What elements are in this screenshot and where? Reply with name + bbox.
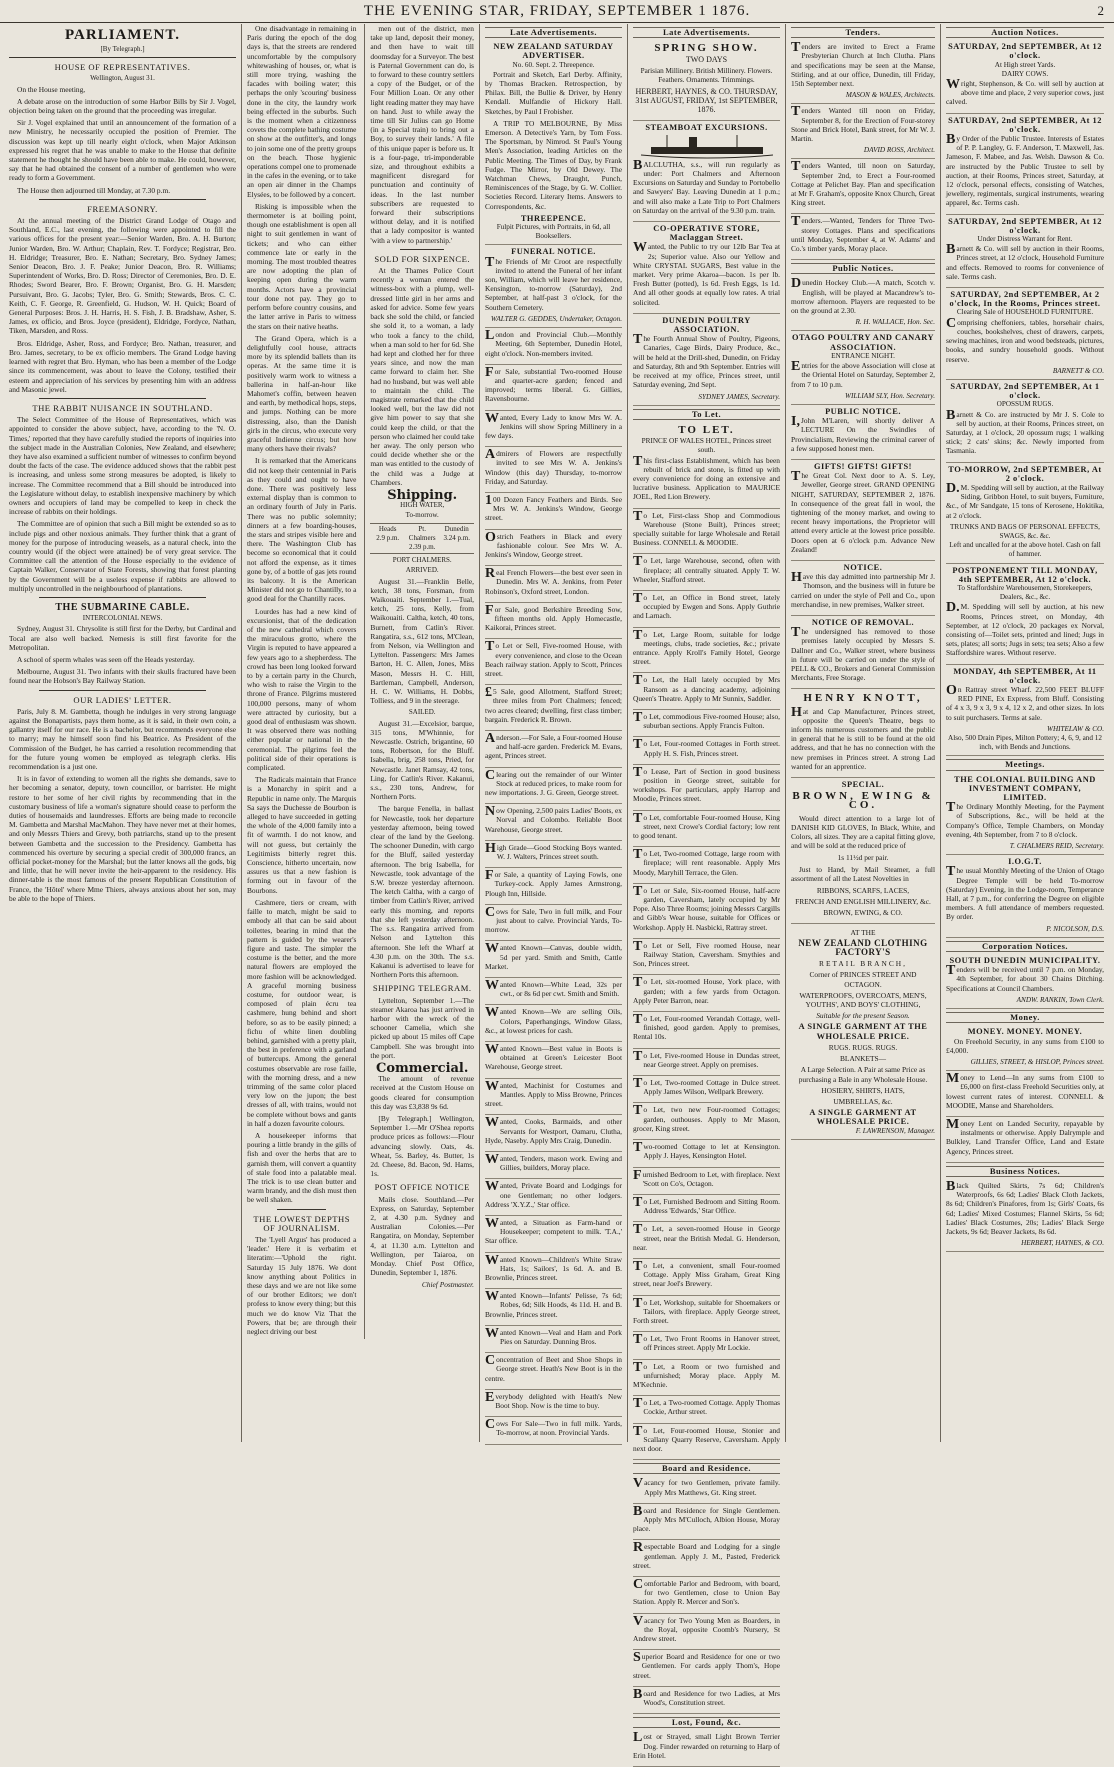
board-ad: Respectable Board and Lodging for a single gentleman. Apply J. M., Pasted, Frederick street. [633, 1540, 780, 1577]
small-ad: Ostrich Feathers in Black and every fashionable colour. See Mrs W. A. Jenkins's Window, George street. [485, 530, 622, 567]
small-ad: Wanted, Tenders, mason work. Ewing and Gillies, builders, Moray place. [485, 1152, 622, 1179]
divider [39, 199, 206, 200]
hotel-to-let-ad: TO LET. PRINCE OF WALES HOTEL, Princes street south. This first-class Establishment, which has been rebuilt of brick and stone, is fitted up with every convenience for doing an extensive and lucrative business. Application to MAURICE JOEL, Red Lion Brewery. [633, 422, 780, 509]
section-heading: Money. [946, 1012, 1104, 1023]
small-ad: Now Opening, 2,500 pairs Ladies' Boots, ex Norval and Colombo. Reliable Boot Warehouse, George street. [485, 804, 622, 841]
board-ad: Vacancy for two Gentlemen, private family. Apply Mrs Matthews, Gt. King street. [633, 1476, 780, 1503]
clothing-factory-ad: AT THE NEW ZEALAND CLOTHING FACTORY'S RETAIL BRANCH, Corner of PRINCES STREET AND OCTAGON. WATERPROOFS, OVERCOATS, MEN'S, YOUTHS', AND BOYS' CLOTHING, Suitable for the present Season. A SINGLE GARMENT AT THE WHOLESALE PRICE. RUGS. RUGS. RUGS. BLANKETS— A Large Selection. A Pair at same Price as purchasing a Bale in any Wholesale House. HOSIERY, SHIRTS, HATS, UMBRELLAS, &c. A SINGLE GARMENT AT WHOLESALE PRICE. F. LAWRENSON, Manager. [791, 924, 935, 1140]
article-paragraph: Sir J. Vogel explained that until an announcement of the formation of a new Ministry, he necessarily occupied the position of Premier. The discussion was kept up till nearly eight o'clock, when Major Atkinson expressed his regret that he was unable to make to the House that definite statement he thought he should have been able to make. He could, however, say that he had obtained the consent of a number of gentlemen who were ready to form a Government. [9, 118, 236, 183]
to-let-ad: To Let, Large Room, suitable for lodge meetings, clubs, trade societies, &c.; private entrance. Apply Kroll's Family Hotel, George street. [633, 628, 780, 674]
masthead [0, 0, 1114, 23]
tide-table [370, 523, 474, 555]
board-ad: Vacancy for Two Young Men as Boarders, in the Royal, opposite Coomb's Nursery, St Andrew street. [633, 1614, 780, 1651]
to-let-ad: To Let, Two-roomed Cottage in Dulce street. Apply James Wilson, Wellpark Brewery. [633, 1076, 780, 1103]
small-ad: High Grade—Good Stocking Boys wanted. W. J. Walters, Princes street south. [485, 841, 622, 868]
to-let-ad: Furnished Bedroom to Let, with fireplace. Next 'Scott on Co's, Octagon. [633, 1168, 780, 1195]
canary-association-notice: OTAGO POULTRY AND CANARY ASSOCIATION. ENTRANCE NIGHT. Entries for the above Association will close at the Oriental Hotel on Saturday, September 2, from 7 to 10 p.m. WILLIAM SLY, Hon. Secretary. [791, 331, 935, 404]
section-heading: Public Notices. [791, 263, 935, 274]
article-paragraph: Cashmere, tiers or cream, with faille to match, might be said to embody all that can be said about toilettes, bearing in mind that the pattern is guided by the wearer's figure and taste. The simpler the costume is the better, and the more natural flowers are employed the more fashion will be acknowledged. A graceful morning business costume, for outdoor wear, is composed of plain écru tea cashmere, hung behind and short before, so as to be easily pinned; a fichu of white linen doubling behind, garnished with a pretty plait, the best in preference with a garland of buttercups. Among the general costumes observable are rose faille, with the morning dress, and a new trimming of the same color placed very low on the jupon; the best dresses of all, with trains, would not be complete without bows and gants in half a dozen favourite colours. [247, 897, 357, 1128]
section-heading: Tenders. [791, 27, 935, 38]
steamship-icon [637, 133, 777, 159]
article-paragraph: A school of sperm whales was seen off the Heads yesterday. [17, 654, 195, 664]
small-ad: Wanted Known—We are selling Oils, Colors, Paperhangings, Window Glass, &c., at lowest prices for cash. [485, 1005, 622, 1042]
page-number: 2 [1097, 3, 1104, 18]
excursion-ad: STEAMBOAT EXCURSIONS. BALCLUTHA, s.s., will run regularly as under: Port Chalmers and Afternoon Excursions on Saturday and Sunday to Portobello and Sawyers' Bay. Leaving Dunedin at 1 p.m.; and will also make a Late Trip to Port Chalmers on Saturday on the arrival of the 9.30 p.m. train. [633, 121, 780, 222]
board-ad: Board and Residence for two Ladies, at Mrs Wood's, Constitution street. [633, 1687, 780, 1714]
article-paragraph: It is remarked that the Americans did not keep their centennial in Paris as they could and ought to have done. There was positively less external display than is common to an ordinary fourth of July in Paris. There was no public solemnity; dinners at a few boarding-houses, the stars and stripes visible here and there. The Washington Club has become so economical that it could not afford the expense, as it times gone by, of a bottle of gas jets round its balcony. It is the American Minister did not go to Chantilly, to a good deal for the Chantilly races. [247, 456, 357, 604]
article-paragraph: On the House meeting, [17, 84, 86, 94]
divider [39, 398, 206, 399]
small-ad: Clearing out the remainder of our Winter Stock at reduced prices, to make room for new importations. J. G. Green, George street. [485, 768, 622, 805]
small-ad: Wanted, a Situation as Farm-hand or Housekeeper; competent to milk. 'T.A.,' Star office. [485, 1216, 622, 1253]
corporation-notice: SOUTH DUNEDIN MUNICIPALITY. Tenders will be received until 7 p.m. on Monday, 4th September, for about 30 Chains Ditching. Specifications at Council Chambers. ANDW. RANKIN, Town Clerk. [946, 954, 1104, 1009]
brown-ewing-ad: SPECIAL. BROWN, EWING & CO. Would direct attention to a large lot of DANISH KID GLOVES, In Black, White, and Colors, all sizes. They are a capital fitting glove, and will be sold at the reduced price of 1s 11½d per pair. Just to Hand, by Mail Steamer, a full assortment of all the Latest Novelties in RIBBONS, SCARFS, LACES, FRENCH AND ENGLISH MILLINERY, &c. BROWN, EWING, & CO. [791, 778, 935, 924]
commercial-heading: Commercial. [376, 1060, 469, 1076]
money-ad: MONEY. MONEY. MONEY. On Freehold Security, in any sums from £100 to £4,000. GILLIES, STREET, & HISLOP, Princes street. [946, 1025, 1104, 1071]
section-heading: Auction Notices. [946, 27, 1104, 38]
newspaper-columns [4, 24, 1110, 1760]
section-heading: Board and Residence. [633, 1463, 780, 1474]
column-2-split [247, 24, 474, 1339]
small-ad: Admirers of Flowers are respectfully invited to see Mrs W. A. Jenkins's Window (this day) Thursday, to-morrow Friday, and Saturday. [485, 447, 622, 493]
small-ad: Anderson.—For Sale, a Four-roomed House and half-acre garden. Frederick M. Evans, agent, Princes street. [485, 731, 622, 768]
small-ad: Wanted Known—Canvas, double width, 5d per yard. Smith and Smith, Cattle Market. [485, 941, 622, 978]
partnership-notice: NOTICE. Have this day admitted into partnership Mr J. Thomson, and the business will in future be carried on under the style of Pell and Co., upon merchandise, in new premises, Walker street. [791, 561, 935, 616]
column-2 [242, 24, 480, 1442]
cable-subheading: INTERCOLONIAL NEWS. [82, 614, 163, 623]
column-2-left [247, 24, 356, 1339]
auction-ad: MONDAY, 4th SEPTEMBER, At 11 o'clock. On Rattray street Wharf. 22,500 FEET BLUFF RED PINE, Ex Express, from Bluff. Consisting of 4 x 3, 9 x 3, 9 x 4, 12 x 2, and other sizes. In lots to suit purchasers. Terms at sale. WHITELAW & CO. Also, 500 Drain Pipes, Milton Pottery; 4, 6, 9, and 12 inch, with Bends and Junctions. [946, 665, 1104, 757]
auction-ad: SATURDAY, 2nd SEPTEMBER, At 1 o'clock. OPOSSUM RUGS. Barnett & Co. are instructed by Mr J. S. Cole to sell by auction, at their Rooms, Princes street, on Saturday, at 1 o'clock, 20 opossum rugs; 1 walking stick; 2 cats' skins; &c. Newly imported from Tasmania. [946, 380, 1104, 463]
tide-dunedin: Dunedin 3.24 p.m. [443, 524, 470, 542]
article-paragraph: The Select Committee of the House of Representatives, which was appointed to consider the above subject, have, according to the 'N. O. Times,' reported that they have carefully studied the reports of inquiries into the subject made in the Australian Colonies, New Zealand, and elsewhere; they have also examined a sufficient number of witnesses to confirm beyond doubt the facts of the case. The evidence adduced shows that the rabbit pest is increasing, and unless some strong measures be adopted, is likely to increase. The Committee recommend that a Bill should be introduced into the Legislature without delay, to establish inexpensive machinery by which owners and occupiers of land may be compelled to keep in check the increase of rabbits on their holdings. [9, 415, 236, 517]
to-let-ad: To Lease, Part of Section in good business position in George street, suitable for workshops. For particulars, apply Harrop and Moodie, Princes street. [633, 765, 780, 811]
section-heading: Business Notices. [946, 1166, 1104, 1177]
auction-ad: SATURDAY, 2nd SEPTEMBER, At 12 o'clock. At High street Yards. DAIRY COWS. Wright, Stephenson, & Co. will sell by auction at above time and place, 2 very superior cows, just calved. [946, 40, 1104, 113]
article-paragraph: Paris, July 8. M. Gambetta, though he indulges in very strong language against the Bonapartists, pays them home, as it is said, in their own coin, a gallantry itself for our race. He is a bachelor, but recommends everyone else to marry; may he himself soon find his Beatrice. As President of the Commission of the Budget, he has carried a resolution recommending that for the future young women be employed as telegraph clerks. His recommendation is a just one. [9, 706, 236, 772]
to-let-ad: To Let, large Warehouse, second, often with fireplace; all centrally situated. Apply T. W. Wheeler, Stafford street. [633, 554, 780, 591]
to-let-ad: To Let, Workshop, suitable for Shoemakers or Tailors, with fireplace. Apply George street, Forth street. [633, 1296, 780, 1333]
to-let-ad: To Let, Four-roomed House, Stonier and Scallany Quarry Reserve, Caversham. Apply next door. [633, 1424, 780, 1461]
small-ad: To Let or Sell, Five-roomed House, with every convenience, and close to the Ocean Beach railway station. Apply to Scott, Princes street. [485, 639, 622, 685]
arrived-heading: ARRIVED. [405, 566, 439, 575]
small-ad: Wanted, Machinist for Costumes and Mantles. Apply to Miss Browne, Princes street. [485, 1079, 622, 1116]
section-heading: Corporation Notices. [946, 941, 1104, 952]
small-ad: Wanted, Cooks, Barmaids, and other Servants for Westport, Oamaru, Clutha, Hyde, Naseby. Apply Mrs Craig, Dunedin. [485, 1115, 622, 1152]
auction-ad: SATURDAY, 2nd SEPTEMBER, At 2 o'clock, In the Rooms, Princes street. Clearing Sale of HOUSEHOLD FURNITURE. Comprising cheffoniers, tables, horsehair chairs, couches, bookshelves, chest of drawers, carpets, sewing machines, iron and wood bedsteads, pictures, books, and sundry household goods. Without reserve. BARNETT & CO. [946, 288, 1104, 380]
rabbit-heading: THE RABBIT NUISANCE IN SOUTHLAND. [32, 402, 213, 413]
section-heading: To Let. [633, 409, 780, 420]
journalism-heading: THE LOWEST DEPTHS OF JOURNALISM. [253, 1213, 351, 1233]
article-paragraph: Lourdes has had a new kind of excursionist, that of the dedication of the new cathedral which covers the miraculous grotto, where the Virgin is reputed to have appeared a few years ago to a shepherdess. The crowd has been long looked forward to by a certain party in the Church, who wish to raise the Virgin to the throne of France. Pilgrims mustered 100,000 persons, many of whom were attracted by curiosity, but a good deal of enthusiasm was shown. It was observed there was nothing either popular or national in the ceremonial. The pilgrims feel the political side of their operations is complicated. [247, 606, 357, 773]
small-ad: London and Provincial Club.—Monthly Meeting, 6th September, Dunedin Hotel, eight o'clock. Non-members invited. [485, 328, 622, 365]
auction-ad: SATURDAY, 2nd SEPTEMBER, At 12 o'clock. By Order of the Public Trustee. Interests of Estates of P. P. Langley, G. F. Anderson, T. Maxwell, Jas. Jameson, F. Mabee, and Jas. Welsh. Dawson & Co. are instructed by the Public Trustee to sell by auction, at their Rooms, Princes street, Saturday, at 12 o'clock, personal effects, consisting of Watches, jewellery, regimentals, surgical instruments, wearing apparel, &c. Terms cash. [946, 114, 1104, 215]
to-let-ad: Two-roomed Cottage to let at Kensington. Apply J. Hayes, Kensington Hotel. [633, 1140, 780, 1167]
column-3 [480, 24, 628, 1442]
cable-heading: THE SUBMARINE CABLE. [55, 601, 190, 613]
to-let-ad: To Let, Four-roomed Cottages in Forth street. Apply H. S. Fish, Princes street. [633, 737, 780, 764]
removal-notice: NOTICE OF REMOVAL. The undersigned has removed to those premises lately occupied by Messrs S. Dallner and Co., Walker street, where business in future will be carried on under the style of PELL & CO., Brokers and General Commission Merchants, Free Storage. [791, 616, 935, 689]
small-ad: 100 Dozen Fancy Feathers and Birds. See Mrs W. A. Jenkins's Window, George street. [485, 493, 622, 530]
article-paragraph: Sydney, August 31. Chrysolite is still first for the Derby, but Cardinal and Tocal are also well backed. Nemesis is still first favorite for the Metropolitan. [9, 624, 236, 652]
board-ad: Comfortable Parlor and Bedroom, with board, for two Gentlemen, close to Union Bay Station. Apply R. Mercer and Son's. [633, 1577, 780, 1614]
hockey-club-notice: Dunedin Hockey Club.—A match, Scotch v. English, will be played at Macandrew's to-morrow afternoon. Players are requested to be on the ground at 2.30. R. H. WALLACE, Hon. Sec. [791, 276, 935, 331]
auction-ad: SATURDAY, 2nd SEPTEMBER, At 12 o'clock. Under Distress Warrant for Rent. Barnett & Co. will sell by auction in their Rooms, Princes street, at 12 o'clock, Household Furniture and effects. Removed to rooms for convenience of sale. Terms cash. [946, 215, 1104, 288]
small-ad: Wanted Known—Best value in Boots is obtained at Green's Leicester Boot Warehouse, George street. [485, 1042, 622, 1079]
article-paragraph: At the annual meeting of the District Grand Lodge of Otago and Southland, E.C., last evening, the following were appointed to fill the various offices for the present year:—Senior Warden, Bro. A. H. Burton; Junior Warden, Bro. W. Arthur; Chaplain, Rev. T. Fordyce; Registrar, Bro. H. Eldridge; Treasurer, Bro. E. Nathan; Secretary, Bro. Sydney James; Senior Deacon, Bro. J. F. Peake; Junior Deacon, Bro. R. Williams; Superintendent of Works, Bro. D. Ross; Director of Ceremonies, Bro. D. E. Rhodes; Sword Bearer, Bro. F. Brown; Organist, Bro. G. H. Marsden; Pursuivant, Bro. G. Jacobs; Tyler, Bro. G. Smith; Stewards, Bros. C. C. Keith, C. F. George, R. Greenfield, G. Hudson, W. H. Quick; Board of General Purposes: Bros. J. H. Harris, H. S. Fish, J. B. Bradshaw, Asher, S. James, ex officio, and Bros. Joyce (president), Eldridge, Fordyce, Nathan, Tiken, Marsden, and Ross. [9, 216, 236, 336]
coop-store-ad: CO-OPERATIVE STORE, Maclaggan Street. Wanted, the Public to try our 12lb Bar Tea at 2s; Superior value. Also our Yellow and White CRYSTAL SUGARS, Best value in the market. Very prime Akaroa—bacon. 1s per lb. Fresh Butter (potted), 1s 6d. Fresh Eggs, 1s 1d. And all other goods at equally low rates. A trial solicited. [633, 222, 780, 314]
article-paragraph: The 'Lyell Argus' has produced a 'leader.' Here it is verbatim et literatim:—'Uphold the right. Saturday 15 July 1876. We dont know anything about Politics in these days and we are not like some of our brother Editors; we don't profess to know every thing; but this much we do know Viz That the Powers, that be; are through their neglect driving our best [247, 1235, 357, 1337]
business-notice: Black Quilted Skirts, 7s 6d; Children's Waterproofs, 6s 6d; Ladies' Black Cloth Jackets, 8s 6d; Children's Pinafores, from 1s; Girls' Coats, 6s 6d; Ladies' Mixed Costumes; Flannel Skirts, 5s 6d; Ladies' Black Costumes, 20s; Ladies' Black Serge Jackets, 9s 6d; Beaver Jackets, 8s 6d. HERBERT, HAYNES, & CO. [946, 1179, 1104, 1252]
to-let-ad: To Let, a convenient, small Four-roomed Cottage. Apply Miss Graham, Great King street, near Joel's Brewery. [633, 1259, 780, 1296]
to-let-ad: To Let, Two Front Rooms in Hanover street, off Princes street. Apply Mr Lockie. [633, 1332, 780, 1359]
tide-heads: Heads 2.9 p.m. [376, 524, 400, 542]
article-paragraph: One disadvantage in remaining in Paris during the epoch of the dog days is, that the streets are rendered uncomfortable by the compulsory whitewashing of houses, or, what is still more trying, washing the facades with boiling water; this perhaps the only 'scouring' business done in the city, the laundry work being effected in the suburbs. Such is the moment when a citizenness covets the complete bathing costume on show at the outfitter's, and longs to join some one of the pretty groups on the beach. Those hygienic operations compel one to promenade in the cafes in the evening, or to take an open air dinner in the Champs Elysées, to be followed by a concert. [247, 24, 357, 199]
to-let-ad: To Let or Sale, Six-roomed House, half-acre garden, Caversham, lately occupied by Mr Pope. Also Three Rooms; joining Messrs Cargills and Gibb's Wear house, suitable for Offices or Workshop. Apply H. Nasbicki, Rattray street. [633, 884, 780, 939]
money-ad: Money Lent on Landed Security, repayable by instalments or otherwise. Apply Dalrymple and Bulkley, Land Transfer Office, Land and Estate Agency, Princes street. [946, 1117, 1104, 1163]
small-ad: Concentration of Beet and Shoe Shops in George street. Heath's New Boot is in the centre. [485, 1353, 622, 1390]
section-heading: Late Advertisements. [633, 27, 780, 38]
small-ad: £5 Sale, good Allotment, Stafford Street; three miles from Port Chalmers; fenced; two acres cleared; dwelling, first class timber; bargain. Frederick R. Brown. [485, 685, 622, 731]
ladies-letter-heading: OUR LADIES' LETTER. [73, 694, 172, 705]
article-paragraph: Mails close. Southland.—Per Express, on Saturday, September 2, at 4.30 p.m. Sydney and Australian Colonies.—Per Rangatira, on Monday, September 4, at 11.30 a.m. Lyttelton and Wellington, per Taiaroa, on Monday. Chief Post Office, Dunedin, September 1, 1876. [370, 1194, 474, 1278]
article-paragraph: The House then adjourned till Monday, at 7.30 p.m. [17, 185, 171, 195]
section-heading: Late Advertisements. [485, 27, 622, 38]
telegram-heading: SHIPPING TELEGRAM. [372, 983, 472, 994]
house-dateline: Wellington, August 31. [90, 74, 155, 83]
board-ad: Superior Board and Residence for one or two Gentlemen. For cards apply Thom's, Hope street. [633, 1650, 780, 1687]
column-2-right [364, 24, 474, 1339]
tender-ad: Tenders Wanted till noon on Friday, September 8, for the Erection of Four-storey Stone and Brick Hotel, Bank street, for Mr W. J. Martin. DAVID ROSS, Architect. [791, 104, 935, 159]
to-let-ad: To Let, Two-roomed Cottage, large room with fireplace; will rent reasonable. Apply Mrs Moody, Maryhill Terrace, the Glen. [633, 847, 780, 884]
article-paragraph: Lyttelton, September 1.—The steamer Akaroa has just arrived in harbor with the wreck of the schooner Camelia, which she picked up about 15 miles off Cape Campbell. She was brought into the port. [370, 995, 474, 1060]
column-1 [4, 24, 242, 1442]
lecture-notice: PUBLIC NOTICE. I,John M'Laren, will shortly deliver A LECTURE On the Swindles of Provincialism, Reviewing the criminal career of a few supposed honest men. [791, 405, 935, 460]
article-paragraph: Risking is impossible when the thermometer is at boiling point, though one establishment is open all night to suit gentlemen in want of tickets; and who can either commence late or early in the morning. The most troubled theatres are now adopting the plan of keeping open during the warm months. Actors have a provincial tour done not pay. They go to perform before country cousins, and the latter arrive in Paris to witness the stars on their native heaths. [247, 201, 357, 331]
meeting-notice: I.O.G.T. The usual Monthly Meeting of the Union of Otago Degree Temple will be held To-morrow (Saturday) Evening, in the Lodge-room, Temperance Hall, at 7 p.m., for conferring the Degree on eligible members. A full attendance of members requested. By order. P. NICOLSON, D.S. [946, 855, 1104, 938]
tomorrow-label: To-morrow. [405, 511, 439, 520]
article-paragraph: Bros. Eldridge, Asher, Ross, and Fordyce; Bro. Nathan, treasurer, and Bro. James, secretary, to be ex officio members. The Grand Lodge having learned with regret that Bro. Hyman, who has been a member of the Lodge since its commencement, was about to leave the Colony, testified their esteem and appreciation of his services by presenting him with an address and Masonic jewel. [9, 338, 236, 394]
port-heading: PORT CHALMERS. [392, 556, 452, 565]
small-ad: For Sale, a quantity of Laying Fowls, one Turkey-cock. Apply James Armstrong, Plough Inn, Hillside. [485, 868, 622, 905]
article-paragraph: Melbourne, August 31. Two infants with their skulls fractured have been found near the Hobson's Bay Railway Station. [9, 667, 236, 686]
article-paragraph: [By Telegraph.] Wellington, September 1.—Mr O'Shea reports produce prices as follows:—Flour advancing slowly. Oats, 4s. Wheat, 5s. Barley, 4s. Butter, 1s 2d. Cheese, 8d. Bacon, 9d. Hams, 1s. [370, 1113, 474, 1179]
advertiser-ad: NEW ZEALAND SATURDAY ADVERTISER. No. 60. Sept. 2. Threepence. Portrait and Sketch, Earl Derby. Affinity, by Thomas Bracken. Retrospection, by Philax. Bill, the Bullie & Driver, by Henry Kendall. Mulfandie of Hickory Hall. Sketches, by Paul I Frobisher. A TRIP TO MELBOURNE, By Miss Emerson. A Detective's Yarn, by Tom Foss. The Sportsman, by Nimrod. St Paul's Young Men's Association, leading Articles on the Public Meeting. The Times of Day, by Frank Fudge. The Mirror, by Old Dewey. The Watchman Chews, Draught, Punch, Reminiscences of the Stage, by G. W. Collier. Societies Record. Literary Items. Answers to Correspondents, &c. THREEPENCE. Fulpit Pictures, with Portraits, in 6d, all Booksellers. [485, 40, 622, 245]
small-ad: Cows For Sale—Two in full milk. Yards, To-morrow, at noon. Provincial Yards. [485, 1417, 622, 1444]
small-ad: For Sale, substantial Two-roomed House and quarter-acre garden; fenced and improved; terms liberal. G. Gillies, Ravensbourne. [485, 365, 622, 411]
to-let-ad: To Let, Five-roomed House in Dundas street, near George street. Apply on premises. [633, 1049, 780, 1076]
section-heading: Meetings. [946, 759, 1104, 770]
to-let-ad: To Let, an Office in Bond street, lately occupied by Ewgen and Sons. Apply Guthrie and Larnach. [633, 591, 780, 628]
shipping-heading: Shipping. [387, 487, 458, 503]
sixpence-heading: SOLD FOR SIXPENCE. [374, 253, 471, 264]
article-paragraph: men out of the district, men take up land, deposit their money, and then have to wait till doomsday for a Surveyor. The best is Paternal Government can do, is to forward to these country settlers a copy of the Budget, or of the Four Million Loan. Or any other light reading matter they may have on hand. Just to while away the time till Sir Julius can go Home (in a Special train) to bring out a Boy, to survey their lands.' A file of this unique paper is before us. It is a four-page, tri-imponderable size, and throughout exhibits a magnificent disregard for punctuation and continuity of ideas. In the last number subscribers are requested to forward their subscriptions without delay, and it is notified that a lady compositor is wanted 'with a view to partnership.' [370, 24, 474, 245]
article-paragraph: The amount of revenue received at the Custom House on goods cleared for consumption this day was £3,838 9s 6d. [370, 1074, 474, 1111]
to-let-ad: To Let, Furnished Bedroom and Sitting Room. Address 'Edwards,' Star Office. [633, 1195, 780, 1222]
column-5 [786, 24, 941, 1442]
column-6 [941, 24, 1109, 1442]
article-paragraph: The Grand Opera, which is a delightfully cool house, attracts more by its splendid ballets than its operas. At the same time it is positively warm work to witness a ballerina in half-an-hour like Mahomet's coffin, between heaven and earth, by methodical hops, steps, and jumps. Nothing can be more distressing, also, than the Danish girls in the circus, who execute very graceful Indienne circus; but how many others have their rivals? [247, 333, 357, 454]
to-let-ad: To Let, commodious Five-roomed House; also, suburban sections. Apply Francis Fulton. [633, 710, 780, 737]
divider [9, 57, 236, 58]
small-ad: For Sale, good Berkshire Breeding Sow, fifteen months old. Apply Homecastle, Kaikorai, Princes street. [485, 603, 622, 640]
to-let-ad: To Let, a Two-roomed Cottage. Apply Thomas Cockie, Arthur street. [633, 1396, 780, 1423]
shipping-news: The barque Fenella, in ballast for Newcastle, took her departure yesterday afternoon, being towed clear of the land by the Geelong. The schooner Dunedin, with cargo for the Bluff, sailed yesterday afternoon. The brig Isabella, for Newcastle, took advantage of the S.W. breeze yesterday afternoon. The ketch Caltha, with a cargo of timber from Catlin's River, arrived early this morning, and reports that she left yesterday afternoon. The s.s. Rangatira arrived from Nelson and Lyttelton this afternoon. She left the Wharf at 4.30 p.m. on the 30th. The s.s. Kakanui is advertised to leave for Northern Ports this afternoon. [370, 804, 474, 980]
to-let-ad: To Let, a Room or two furnished and unfurnished; Moray place. Apply M. M'Kechnie. [633, 1360, 780, 1397]
small-ad: Cows for Sale, Two in full milk, and Four just about to calve. Provincial Yards, To-morrow. [485, 905, 622, 942]
lost-ad: Lost or Strayed, small Light Brown Terrier Dog. Finder rewarded on returning to Harp of Erin Hotel. [633, 1730, 780, 1767]
article-paragraph: A debate arose on the introduction of some Harbor Bills by Sir J. Vogel, objection being taken on the ground that the proceeding was irregular. [9, 96, 236, 116]
arrivals-text: August 31.—Franklin Belle, ketch, 38 tons, Forsman, from Waikouaiti. September 1.—Tual, ketch, 25 tons, Kelly, from Waikouaiti. Caltha, ketch, 40 tons, Burnett, from Catlin's River. Rangatira, s.s., 612 tons, M'Clean, from Nelson, via Wellington and Lyttelton. Passengers: Mrs James Barton, H. C. Allen, Jones, Miss Mason, Messrs H. C. Hill, Bartleman, Campbell, Anderson, H. C. W. Williams, H. Dobbs, Tolliess, and 9 in the steerage. [370, 576, 474, 706]
funeral-notice: FUNERAL NOTICE. The Friends of Mr Croot are respectfully invited to attend the Funeral of her infant son, William, which will leave her residence, Kensington, to-morrow (Saturday), 2nd September, at half-past 3 o'clock, for the Southern Cemetery. WALTER G. GEDDES, Undertaker, Octagon. [485, 245, 622, 328]
article-paragraph: At the Thames Police Court recently a woman entered the witness-box with a plump, well-dressed little girl in her arms and asked for advice. Some few years back she sold the child, or fancied she sold it, to a woman, a lady who took a fancy to the child, when a man sold to her for 6d. She had kept and clothed her for three years since, and now the man came forward to claim her. She had no husband, but was well able to maintain the child. The magistrate remarked that the child looked well, but the law did not give him power to say that she could keep the child, or that the person who claimed her could take her away. The only person who could decide whether she or the man was entitled to the custody of the child was a Judge at Chambers. [370, 266, 474, 487]
small-ad: Wanted, Every Lady to know Mrs W. A. Jenkins will show Spring Millinery in a few days. [485, 411, 622, 448]
divider [400, 249, 444, 250]
divider [39, 597, 206, 598]
board-ad: Board and Residence for Single Gentlemen. Apply Mrs M'Culloch, Albion House, Moray place. [633, 1504, 780, 1541]
tender-ad: Tenders Wanted, till noon on Saturday, September 2nd, to Erect a Four-roomed Cottage at Pelichet Bay. Plan and specification at Mr F. Graham's, opposite Knox Church, Great King street. [791, 159, 935, 214]
auction-ad: POSTPONEMENT TILL MONDAY, 4th SEPTEMBER, At 12 o'clock. To Staffordshire Warehousemen, Storekeepers, Dealers, &c., &c. D.M. Spedding will sell by auction, at his new Rooms, Princes street, on Monday, 4th September, at 12 o'clock, 20 packages ex Norval, consisting of—Toilet sets, printed and lined; Jugs in sets, plates; all sorts; Jugs in sets; tea sets; Also a few Staffordshire wares. Without reserve. [946, 564, 1104, 665]
hatter-ad: HENRY KNOTT, Hat and Cap Manufacturer, Princes street, opposite the Queen's Theatre, begs to inform his numerous customers and the public in general that he is still to be found at the old address, and that he has no connection with the new premises in Princes street. A strong Lad wanted for an apprentice. [791, 689, 935, 778]
parliament-heading: PARLIAMENT. [64, 27, 181, 43]
post-office-heading: POST OFFICE NOTICE [374, 1182, 470, 1193]
article-paragraph: The Radicals maintain that France is a Monarchy in spirit and a Republic in name only. The Marquis Sa says the Duchesse de Bourbon is alleged to have succeeded in getting the whole of the 4,000 family into a fit of warmth. I do not know, and will not guess, but certainly the Legitimists bitterly regret this. Conscience, hitherto uncertain, now assures us that a new fashion is forming out in favour of the Bourbons. [247, 775, 357, 895]
section-heading: Lost, Found, &c. [633, 1717, 780, 1728]
article-paragraph: It is in favor of extending to women all the rights she demands, save to her becoming a senator, deputy, town councillor, or barrister. He might restore to her some of her civil rights by recommending that in the customary business of life a woman's signature should cease to perform the duties of housemaids and laundresses. Efforts are being made to reconcile M. Gambetta and Marshal MacMahon. They have never met at their homes, and only Messrs Thiers and Grevy, both patriarchs, stand up to the present between Gambetta and the succession to the Presidency. Gambetta has commenced his overture by securing a special credit of 300,000 francs, an official pocket-money for the Marshal; but the latter knows all the gods, big and little, that he will never invite the heir-apparent to the residency. His dinner-table is the most famous of the present Republican Constitution of France, the 'Hôtel' where Mme Thiers, always anxious about her son, may be able to the hope of Thiers. [9, 774, 236, 903]
to-let-ad: To Let, a seven-roomed House in George street, near the British Medal. G. Henderson, near. [633, 1222, 780, 1259]
gifts-ad: GIFTS! GIFTS! GIFTS! The Great Col. Next door to A. S. Ley, Jeweller, George street. GRAND OPENING NIGHT, SATURDAY, SEPTEMBER 2, 1876. In consequence of the great fall in wool, the tightening of the money market, and owing to recent heavy importations, the Proprietor will attend every article at the lowest price possible. Doors open at 6 o'clock p.m. Advance New Zealand! [791, 460, 935, 561]
high-water-label: HIGH WATER, [400, 501, 445, 510]
to-let-ad: To Let, First-class Shop and Commodious Warehouse (Stone Built), Princes street; specially suitable for large Wholesale and Retail Business. CONNELL & MOODIE. [633, 509, 780, 555]
sailings-text: August 31.—Excelsior, barque, 315 tons, M'Whinnie, for Newcastle. Ostrich, brigantine, 60 tons, Robertson, for the Bluff. Isabella, brig, 258 tons, Pried, for Newcastle. Janet Ramsay, 42 tons, Ling, for Catlin's River. Kakanui, s.s., 230 tons, Andrew, for Northern Ports. [370, 718, 474, 802]
freemasonry-heading: FREEMASONRY. [87, 203, 158, 214]
small-ad: Wanted Known—Children's White Straw Hats, 1s; Sailors', 1s 6d. A. and B. Brownlie, Princes street. [485, 1253, 622, 1290]
parliament-subheading: [By Telegraph.] [100, 45, 145, 53]
postmaster-signature: Chief Postmaster. [421, 1280, 474, 1290]
article-paragraph: The Committee are of opinion that such a Bill might be extended so as to include pigs and other noxious animals. They further think that a grant of money for the purpose of introducing weasels, as a natural check, into the country would (if the object were attained) be of very great service. The Committee call the attention of the House especially to the evidence of Captain Walker, Conservator of State Forests, showing that forest planting by the Government will be a useless expense if rabbits are allowed to multiply uncontrolled in the neighbourhood of plantations. [9, 519, 236, 593]
meeting-notice: THE COLONIAL BUILDING AND INVESTMENT COMPANY, LIMITED. The Ordinary Monthly Meeting, for the Payment of Subscriptions, &c., will be held at the Company's Office, Temple Chambers, on Monday evening, 4th September, from 7 to 8 o'clock. T. CHALMERS REID, Secretary. [946, 773, 1104, 856]
to-let-ad: To Let, six-roomed House, York place, with garden; with a few yards from Octagon. Apply Peter Barron, near. [633, 975, 780, 1012]
article-paragraph: A housekeeper informs that pouring a little brandy in the gills of fish and over the herbs that are to garnish them, will convert a quantity of stale food into a palatable meal. The trick is to use clean butter and warm brandy, and the dish must then be well shaken. [247, 1130, 357, 1205]
tide-port-chalmers: Pt. Chalmers 2.39 p.m. [408, 524, 436, 551]
to-let-ad: To Let or Sell, Five roomed House, near Railway Station, Caversham. Smythies and Son, Princes street. [633, 939, 780, 976]
newspaper-title: THE EVENING STAR, FRIDAY, SEPTEMBER 1 1876. [363, 3, 751, 19]
house-heading: HOUSE OF REPRESENTATIVES. [54, 62, 191, 73]
to-let-ad: To Let, comfortable Four-roomed House, King street, next Crowe's Cordial factory; low rent to good tenant. [633, 811, 780, 848]
to-let-ad: To Let, the Hall lately occupied by Mrs Ransom as a dancing academy, adjoining Queen's Theatre. Apply to Mr Sunnix, Saddler. [633, 673, 780, 710]
auction-ad: TO-MORROW, 2nd SEPTEMBER, At 2 o'clock. D.M. Spedding will sell by auction, at the Railway Siding, Gribbon Hotel, to suit buyers, Furniture, &c., of Mr Sandgate, 15 tons of Kerosene, Hokitika, at 2 o'clock. TRUNKS AND BAGS OF PERSONAL EFFECTS, SWAGS, &c. &c. Left and uncalled for at the above hotel. Cash on fall of hammer. [946, 463, 1104, 564]
small-ad: Wanted Known—Veal and Ham and Pork Pies on Saturday. Dunning Bros. [485, 1326, 622, 1353]
spring-show-ad: SPRING SHOW. TWO DAYS Parisian Millinery. British Millinery. Flowers. Feathers. Ornaments. Trimmings. HERBERT, HAYNES, & CO. THURSDAY, 31st AUGUST, FRIDAY, 1st SEPTEMBER, 1876. [633, 40, 780, 120]
sailed-heading: SAILED. [408, 708, 436, 717]
small-ad: Real French Flowers—the best ever seen in Dunedin. Mrs W. A. Jenkins, from Peter Robinson's, Oxford street, London. [485, 566, 622, 603]
to-let-ad: To Let, Four-roomed Verandah Cottage, well-finished, good garden. Apply to premises, Rental 10s. [633, 1012, 780, 1049]
poultry-association-ad: DUNEDIN POULTRY ASSOCIATION. The Fourth Annual Show of Poultry, Pigeons, Canaries, Cage Birds, Dairy Produce, &c., will be held at the Drill-shed, Dunedin, on Friday and Saturday, 8th and 9th September. Entries will be received at my office, Princes street, until Saturday evening, 2nd Sept. SYDNEY JAMES, Secretary. [633, 314, 780, 406]
tender-ad: Tenders are invited to Erect a Frame Presbyterian Church at Inch Clutha. Plans and specifications may be seen at the Manse, Stirling, and at our office, Dunedin, till Friday, 15th September next. MASON & WALES, Architects. [791, 40, 935, 104]
tender-ad: Tenders.—Wanted, Tenders for Three Two-storey Cottages. Plans and specifications until Monday, September 4, at W. Adams' and Co.'s timber yards, Moray place. [791, 214, 935, 260]
small-ad: Everybody delighted with Heath's New Boot Shop. Now is the time to buy. [485, 1390, 622, 1417]
small-ad: Wanted Known—Infants' Pelisse, 7s 6d; Robes, 6d; Silk Hoods, 4s 11d. H. and B. Brownlie, Princes street. [485, 1289, 622, 1326]
column-4 [628, 24, 786, 1760]
money-ad: Money to Lend—In any sums from £100 to £6,000 on first-class Freehold Securities only, at lowest current rates of interest. CONNELL & MOODIE, Manse and Shareholders. [946, 1071, 1104, 1117]
to-let-ad: To Let, two new Four-roomed Cottages; garden, outhouses. Apply to Mr Mason, grocer, King street. [633, 1103, 780, 1140]
divider [277, 1209, 326, 1210]
small-ad: Wanted, Private Board and Lodgings for one Gentleman; no other lodgers. Address 'X.Y.Z.,' Star office. [485, 1179, 622, 1216]
divider [39, 690, 206, 691]
small-ad: Wanted Known—White Lead, 32s per cwt., or 8s 6d per cwt. Smith and Smith. [485, 978, 622, 1005]
